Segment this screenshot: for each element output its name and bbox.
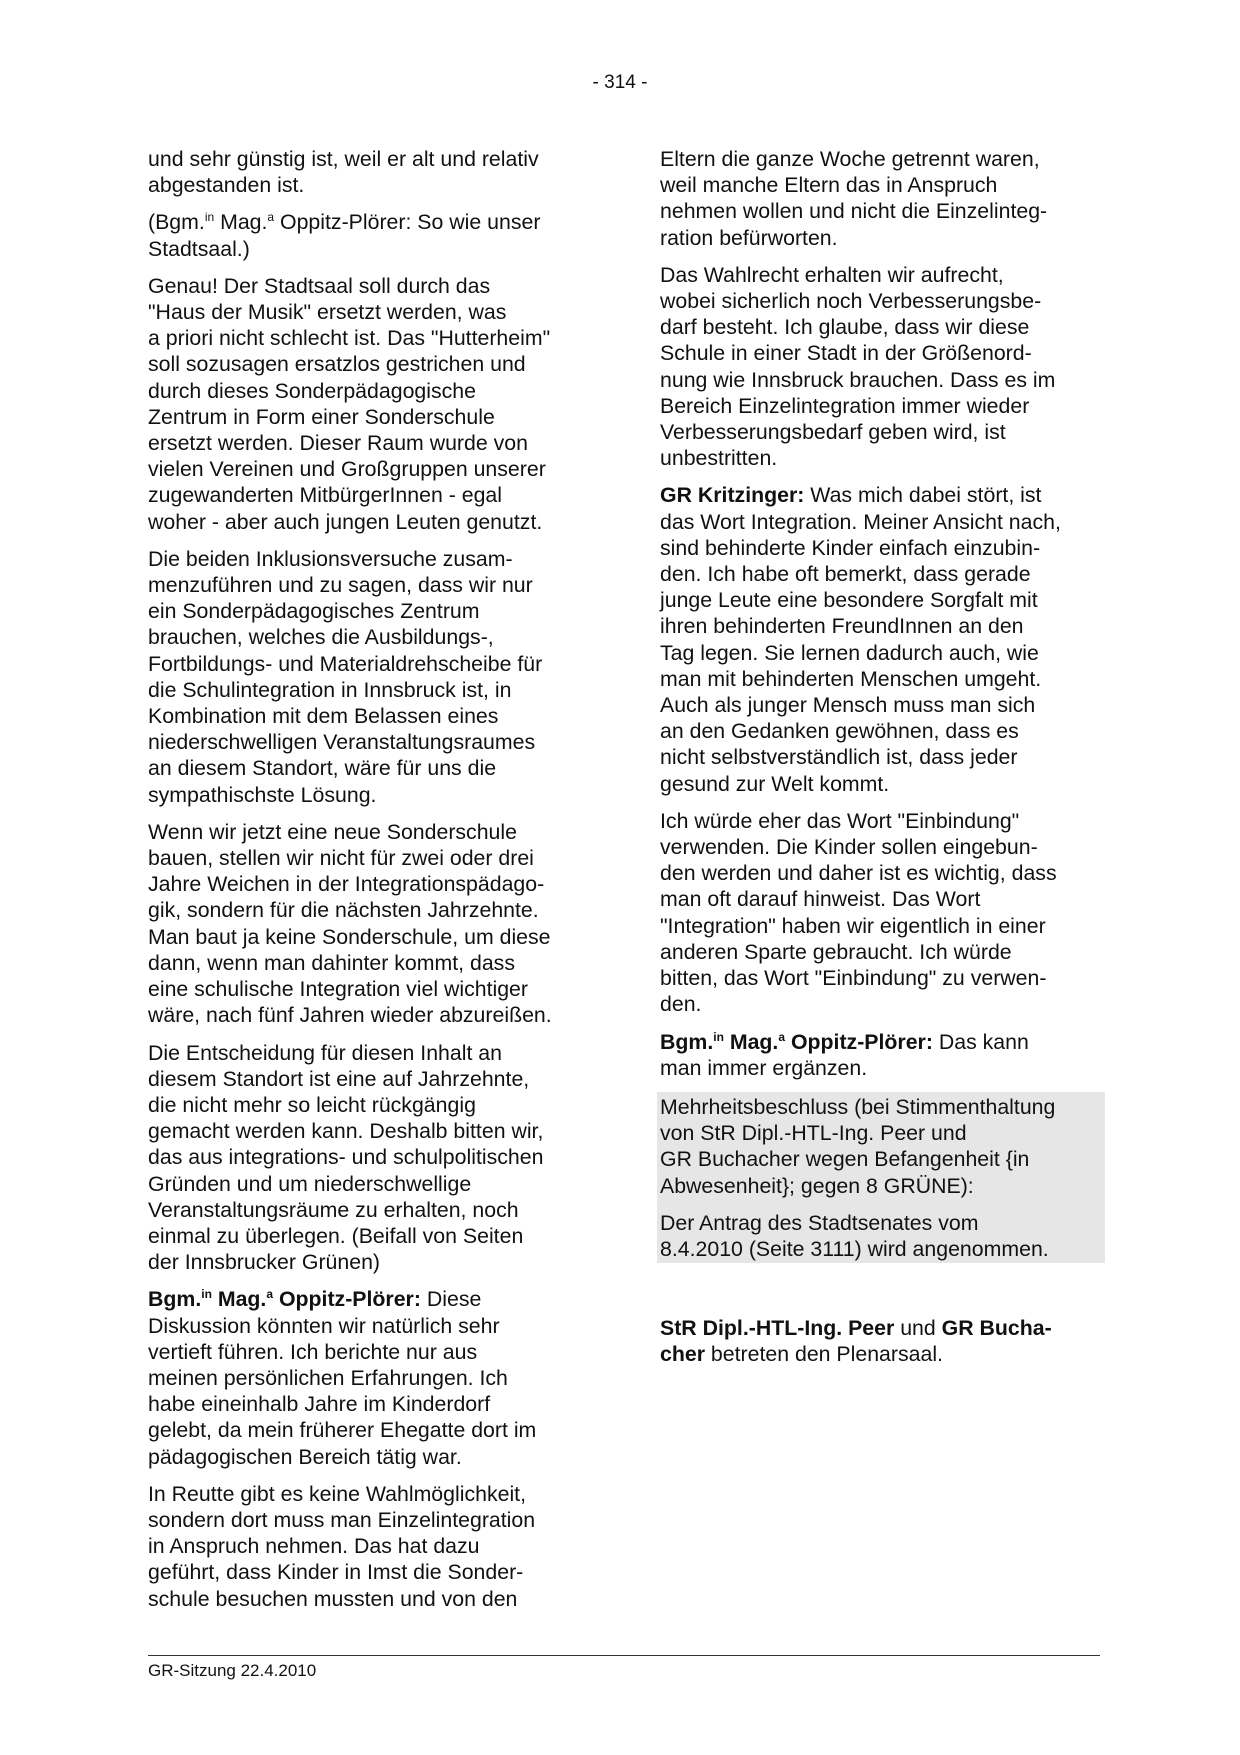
paragraph: Genau! Der Stadtsaal soll durch das "Haus der Musik" ersetzt werden, was a priori nicht schlecht ist. Das "Hutterheim" soll sozusagen ersatzlos gestrichen und durch dieses Sonderpädagogische Zentrum in Form einer Sonderschule ersetzt werden. Dieser Raum wurde von vielen Vereinen und Großgruppen unserer zugewanderten MitbürgerInnen - egal woher - aber auch jungen Leuten genutzt. (148, 273, 551, 534)
speaker-paragraph: Bgm.$^{in}$ Mag.$^a$ Oppitz-Plörer: Diese Diskussion könnten wir natürlich sehr vertieft führen. Ich berichte nur aus meinen persönlichen Erfahrungen. Ich habe eineinhalb Jahre im Kinderdorf gelebt, da mein früherer Ehegatte dort im pädagogischen Bereich tätig war. (148, 1287, 537, 1469)
paragraph: Die Entscheidung für diesen Inhalt an diesem Standort ist eine auf Jahrzehnte, die nicht mehr so leicht rückgängig gemacht werden kann. Deshalb bitten wir, das aus integrations- und schulpolitischen Gründen und um niederschwellige Veranstaltungsräume zu erhalten, noch einmal zu überlegen. (Beifall von Seiten der Innsbrucker Grünen) (148, 1040, 544, 1275)
paragraph: Wenn wir jetzt eine neue Sonderschule bauen, stellen wir nicht für zwei oder drei Jahre Weichen in der Integrationspädago- gik, sondern für die nächsten Jahrzehnte. Man baut ja keine Sonderschule, um diese dann, wenn man dahinter kommt, dass eine schulische Integration viel wichtiger wäre, nach fünf Jahren wieder abzureißen. (148, 819, 552, 1028)
vote-result: Mehrheitsbeschluss (bei Stimmenthaltung von StR Dipl.-HTL-Ing. Peer und GR Buchacher wegen Befangenheit {in Abwesenheit}; gegen 8 GRÜNE): (660, 1094, 1056, 1198)
paragraph: Ich würde eher das Wort "Einbindung" verwenden. Die Kinder sollen eingebun- den werden und daher ist es wichtig, dass man oft darauf hinweist. Das Wort "Integration" haben wir eigentlich in einer anderen Sparte gebraucht. Ich würde bitten, das Wort "Einbindung" zu verwen- den. (660, 808, 1057, 1017)
spacer (660, 1263, 1100, 1315)
paragraph: Das Wahlrecht erhalten wir aufrecht, wobei sicherlich noch Verbesserungsbe- darf besteht. Ich glaube, dass wir diese Schule in einer Stadt in der Größenord- nung wie Innsbruck brauchen. Dass es im Bereich Einzelintegration immer wieder Verbesserungsbedarf geben wird, ist unbestritten. (660, 262, 1056, 471)
resolution-box (657, 1092, 1105, 1263)
footer-divider (148, 1655, 1100, 1656)
right-column (660, 146, 1100, 1379)
decision-text: Der Antrag des Stadtsenates vom 8.4.2010 (Seite 3111) wird angenommen. (660, 1210, 1049, 1261)
paragraph: und sehr günstig ist, weil er alt und relativ abgestanden ist. (148, 147, 539, 198)
interjection: (Bgm.$^{in}$ Mag.$^a$ Oppitz-Plörer: So wie unser Stadtsaal.) (148, 210, 541, 261)
paragraph: Eltern die ganze Woche getrennt waren, weil manche Eltern das in Anspruch nehmen wollen und nicht die Einzelinteg- ration befürworten. (660, 147, 1048, 250)
speaker-name: GR Kritzinger: (660, 483, 805, 508)
paragraph: Die beiden Inklusionsversuche zusam- menzuführen und zu sagen, dass wir nur ein Sonderpädagogisches Zentrum brauchen, welches die Ausbildungs-, Fortbildungs- und Materialdrehscheibe für die Schulintegration in Innsbruck ist, in Kombination mit dem Belassen eines niederschwelligen Veranstaltungsraumes an diesem Standort, wäre für uns die sympathischste Lösung. (148, 546, 543, 807)
footer-text: GR-Sitzung 22.4.2010 (148, 1661, 317, 1680)
speaker-paragraph: GR Kritzinger: Was mich dabei stört, ist das Wort Integration. Meiner Ansicht nach, sind behinderte Kinder einfach einzubin- den. Ich habe oft bemerkt, dass gerade junge Leute eine besondere Sorgfalt mit ihren behinderten FreundInnen an den Tag legen. Sie lernen dadurch auch, wie man mit behinderten Menschen umgeht. Auch als junger Mensch muss man sich an den Gedanken gewöhnen, dass es nicht selbstverständlich ist, dass jeder gesund zur Welt kommt. (660, 483, 1061, 796)
left-column (148, 146, 588, 1623)
speaker-name: Bgm.$^{in}$ Mag.$^a$ Oppitz-Plörer: (148, 1287, 421, 1312)
attendance-note: StR Dipl.-HTL-Ing. Peer und GR Bucha- cher betreten den Plenarsaal. (660, 1316, 1052, 1367)
paragraph: In Reutte gibt es keine Wahlmöglichkeit, sondern dort muss man Einzelintegration in Anspruch nehmen. Das hat dazu geführt, dass Kinder in Imst die Sonder- schule besuchen mussten und von den (148, 1481, 536, 1611)
speaker-paragraph: Bgm.$^{in}$ Mag.$^a$ Oppitz-Plörer: Das kann man immer ergänzen. (660, 1029, 1029, 1080)
page-number: - 314 - (592, 72, 648, 93)
speaker-name: Bgm.$^{in}$ Mag.$^a$ Oppitz-Plörer: (660, 1029, 933, 1054)
